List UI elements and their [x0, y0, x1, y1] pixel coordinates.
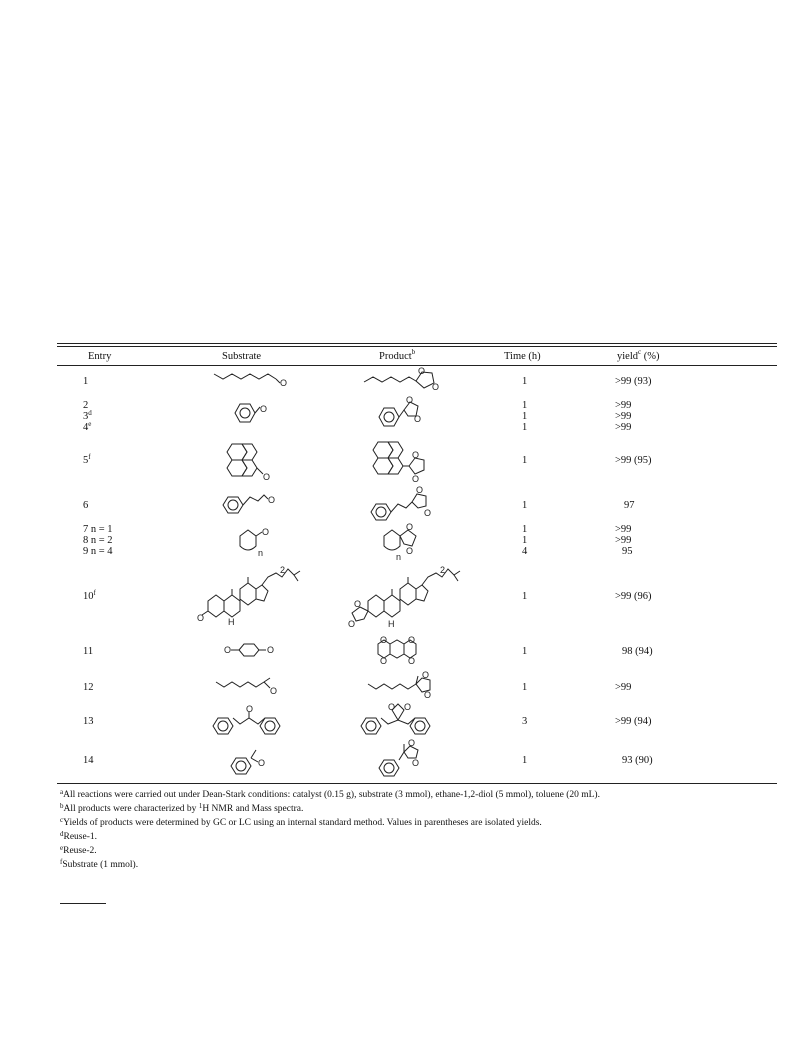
row-5-entry-sup: f — [88, 453, 91, 461]
rows-2-4-time — [522, 400, 527, 433]
struct-label: n — [396, 552, 402, 562]
row-12-yield: >99 — [615, 682, 632, 693]
struct-label: O — [267, 645, 275, 655]
row-5-entry — [83, 455, 91, 466]
struct-label: O — [262, 527, 270, 537]
struct-label: H — [388, 619, 395, 629]
footnote-a — [60, 789, 600, 801]
header-substrate: Substrate — [222, 351, 262, 362]
row-2-product-structure — [374, 394, 426, 432]
row-14-product-structure — [378, 740, 430, 780]
row-1-product-structure — [360, 366, 446, 394]
struct-label: O — [432, 382, 440, 392]
footnote-f-text: Substrate (1 mmol). — [62, 860, 139, 870]
row-4-yield: >99 — [615, 422, 632, 433]
struct-label: O — [424, 508, 432, 518]
struct-label: O — [404, 702, 412, 712]
row-7-yield: >99 — [615, 524, 632, 535]
row-10-product-structure — [346, 561, 462, 629]
table-bottom-rule — [57, 783, 777, 784]
footnote-e — [60, 845, 97, 857]
footnote-d — [60, 831, 97, 843]
struct-label: O — [406, 395, 414, 405]
row-5-yield: >99 (95) — [615, 455, 652, 466]
struct-label: H — [228, 617, 235, 627]
footnote-b-post: H NMR and Mass spectra. — [202, 804, 304, 814]
rows-7-9-yield — [615, 524, 633, 557]
row-7-9-substrate-structure — [230, 524, 278, 560]
header-yield-unit: (%) — [641, 351, 660, 362]
row-11-entry: 11 — [83, 646, 94, 657]
row-5-substrate-structure — [218, 438, 280, 494]
footnote-f — [60, 859, 138, 871]
struct-label: O — [270, 686, 278, 696]
row-11-time: 1 — [522, 646, 528, 657]
footnote-b-mark: b — [60, 802, 64, 810]
row-11-yield: 98 (94) — [622, 646, 653, 657]
header-yield — [617, 348, 660, 362]
struct-label: O — [197, 613, 205, 623]
footnote-b — [60, 803, 303, 815]
footnote-e-text: Reuse-2. — [63, 846, 97, 856]
row-14-substrate-structure — [230, 744, 274, 778]
footnote-d-mark: d — [60, 830, 64, 838]
row-8-entry: 8 n = 2 — [83, 535, 113, 546]
row-2-time: 1 — [522, 400, 528, 411]
struct-label: O — [380, 656, 388, 666]
footnote-b-pre: All products were characterized by — [63, 804, 199, 814]
row-1-time: 1 — [522, 376, 528, 387]
footnote-c-text: Yields of products were determined by GC or LC using an internal standard method. Values in parentheses are isolated yields. — [63, 818, 542, 828]
header-product — [379, 348, 416, 362]
struct-label: O — [418, 366, 426, 376]
row-14-entry: 14 — [83, 755, 94, 766]
row-9-time: 4 — [522, 546, 528, 557]
row-14-yield: 93 (90) — [622, 755, 653, 766]
row-4-time: 1 — [522, 422, 528, 433]
header-yield-sup: c — [638, 348, 642, 356]
row-12-product-structure — [364, 670, 446, 700]
footnote-c — [60, 817, 542, 829]
struct-label: O — [424, 690, 432, 700]
row-10-entry — [83, 591, 96, 602]
struct-label: O — [408, 656, 416, 666]
header-product-sup: b — [411, 348, 416, 356]
footnote-separator-rule — [60, 903, 106, 904]
rows-2-4-entry — [83, 400, 92, 433]
struct-label: O — [380, 635, 388, 645]
row-7-9-product-structure — [376, 524, 426, 564]
header-time: Time (h) — [504, 351, 541, 362]
struct-label: O — [412, 450, 420, 460]
struct-label: O — [246, 704, 254, 714]
row-14-time: 1 — [522, 755, 528, 766]
row-1-entry: 1 — [83, 376, 89, 387]
row-4-entry-sup: e — [88, 420, 92, 428]
row-1-yield: >99 (93) — [615, 376, 652, 387]
row-13-yield: >99 (94) — [615, 716, 652, 727]
row-6-entry: 6 — [83, 500, 89, 511]
row-6-yield: 97 — [624, 500, 635, 511]
row-7-time: 1 — [522, 524, 528, 535]
row-10-substrate-structure — [196, 561, 308, 627]
footnote-b-iso: 1 — [198, 802, 203, 810]
header-product-text: Product — [379, 351, 412, 362]
header-yield-text: yield — [617, 351, 638, 362]
footnote-d-text: Reuse-1. — [63, 832, 98, 842]
rows-7-9-time — [522, 524, 527, 557]
row-6-time: 1 — [522, 500, 528, 511]
struct-label: O — [348, 619, 356, 629]
struct-label: n — [258, 548, 264, 558]
row-5-entry-text: 5 — [83, 455, 89, 466]
row-8-yield: >99 — [615, 535, 632, 546]
row-12-entry: 12 — [83, 682, 94, 693]
struct-label: O — [422, 670, 430, 680]
struct-label: O — [268, 495, 276, 505]
struct-label: O — [412, 474, 420, 484]
row-5-time: 1 — [522, 455, 528, 466]
row-10-entry-sup: f — [93, 589, 96, 597]
row-13-substrate-structure — [212, 704, 288, 736]
row-10-yield: >99 (96) — [615, 591, 652, 602]
footnote-a-mark: a — [60, 788, 64, 796]
row-2-substrate-structure — [228, 398, 272, 432]
row-13-product-structure — [360, 700, 442, 736]
struct-label: O — [416, 485, 424, 495]
struct-label: O — [388, 702, 396, 712]
row-7-entry: 7 n = 1 — [83, 524, 113, 535]
struct-label: 2 — [440, 565, 446, 575]
footnote-f-mark: f — [60, 858, 63, 866]
rows-2-4-yield — [615, 400, 631, 433]
struct-label: O — [280, 378, 288, 388]
row-11-substrate-structure — [222, 638, 280, 662]
row-10-time: 1 — [522, 591, 528, 602]
struct-label: O — [263, 472, 271, 482]
header-entry: Entry — [88, 351, 112, 362]
struct-label: O — [354, 599, 362, 609]
rows-7-9-entry — [83, 524, 113, 557]
table-top-rule — [57, 343, 777, 344]
row-9-entry: 9 n = 4 — [83, 546, 113, 557]
table-top-rule-2 — [57, 346, 777, 347]
struct-label: O — [414, 414, 422, 424]
struct-label: O — [224, 645, 232, 655]
struct-label: O — [406, 522, 414, 532]
row-13-time: 3 — [522, 716, 528, 727]
footnote-c-mark: c — [60, 816, 64, 824]
struct-label: O — [412, 758, 420, 768]
row-2-yield: >99 — [615, 400, 632, 411]
row-6-substrate-structure — [220, 487, 282, 519]
footnote-a-text: All reactions were carried out under Dean-Stark conditions: catalyst (0.15 g), substrate (3 mmol), ethane-1,2-diol (5 mmol), toluene (20 mL). — [63, 790, 600, 800]
row-11-product-structure — [374, 634, 434, 666]
row-3-time: 1 — [522, 411, 528, 422]
row-4-entry — [83, 422, 92, 433]
row-1-substrate-structure — [210, 370, 290, 390]
row-4-entry-text: 4 — [83, 422, 89, 433]
row-12-substrate-structure — [212, 674, 288, 700]
row-3-entry-sup: d — [88, 409, 92, 417]
row-9-yield: 95 — [622, 546, 633, 557]
row-8-time: 1 — [522, 535, 528, 546]
struct-label: O — [258, 758, 266, 768]
struct-label: 2 — [280, 565, 286, 575]
row-2-entry: 2 — [83, 400, 89, 411]
row-3-entry-text: 3 — [83, 411, 89, 422]
row-13-entry: 13 — [83, 716, 94, 727]
row-12-time: 1 — [522, 682, 528, 693]
row-10-entry-text: 10 — [83, 591, 94, 602]
row-3-yield: >99 — [615, 411, 632, 422]
struct-label: O — [408, 635, 416, 645]
struct-label: O — [260, 404, 268, 414]
footnote-e-mark: e — [60, 844, 64, 852]
row-6-product-structure — [370, 484, 436, 524]
struct-label: O — [408, 738, 416, 748]
struct-label: O — [406, 546, 414, 556]
